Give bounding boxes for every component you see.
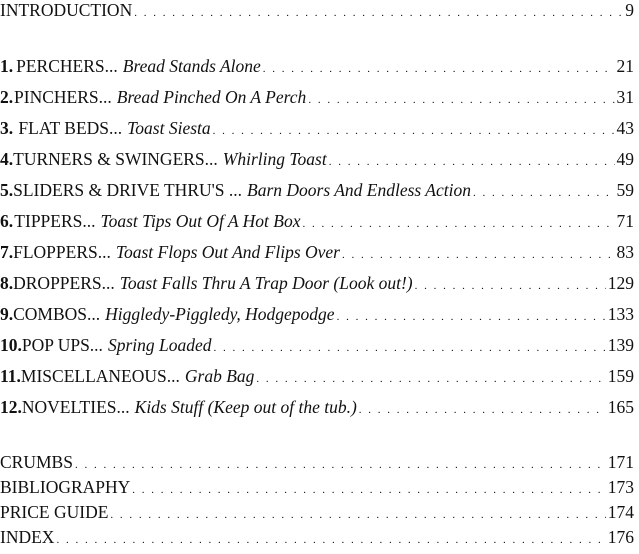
dot-leader	[303, 218, 615, 230]
chapter-subtitle: Bread Stands Alone	[122, 56, 261, 76]
toc-chapter-12[interactable]	[0, 397, 634, 421]
toc-entry-title: PRICE GUIDE	[0, 502, 109, 522]
chapter-title: FLAT BEDS...	[18, 118, 123, 138]
chapter-title: TIPPERS...	[14, 211, 96, 231]
toc-page-number: 49	[616, 149, 634, 169]
chapter-number: 9.	[0, 304, 14, 324]
toc-chapter-8[interactable]	[0, 273, 634, 297]
chapter-number: 10.	[0, 335, 22, 355]
toc-entry-bibliography[interactable]	[0, 477, 634, 501]
chapter-subtitle: Higgledy-Piggledy, Hodgepodge	[105, 304, 335, 324]
dot-leader	[214, 342, 606, 354]
toc-chapter-2[interactable]	[0, 87, 634, 111]
toc-chapter-5[interactable]	[0, 180, 634, 204]
chapter-subtitle: Bread Pinched On A Perch	[116, 87, 307, 107]
toc-page-number: 171	[607, 452, 634, 472]
toc-page-number: 129	[607, 273, 634, 293]
chapter-number: 4.	[0, 149, 14, 169]
chapter-subtitle: Toast Falls Thru A Trap Door (Look out!)	[119, 273, 413, 293]
dot-leader	[132, 484, 605, 496]
chapter-subtitle: Grab Bag	[184, 366, 255, 386]
toc-chapter-10[interactable]	[0, 335, 634, 359]
dot-leader	[415, 280, 606, 292]
toc-chapter-4[interactable]	[0, 149, 634, 173]
toc-chapter-7[interactable]	[0, 242, 634, 266]
chapter-subtitle: Toast Flops Out And Flips Over	[115, 242, 340, 262]
dot-leader	[256, 373, 605, 385]
chapter-title: COMBOS...	[13, 304, 101, 324]
toc-page-number: 21	[616, 56, 634, 76]
chapter-title: POP UPS...	[21, 335, 103, 355]
dot-leader	[473, 187, 615, 199]
toc-page-number: 59	[616, 180, 634, 200]
chapter-title: TURNERS & SWINGERS...	[13, 149, 218, 169]
toc-entry-title: INTRODUCTION	[0, 0, 133, 20]
chapter-subtitle: Toast Tips Out Of A Hot Box	[100, 211, 301, 231]
toc-entry-title: INDEX	[0, 527, 55, 547]
toc-chapter-1[interactable]	[0, 56, 634, 80]
dot-leader	[134, 7, 623, 19]
toc-entry-introduction[interactable]	[0, 0, 634, 24]
toc-page-number: 165	[607, 397, 634, 417]
toc-chapter-9[interactable]	[0, 304, 634, 328]
dot-leader	[56, 534, 605, 546]
dot-leader	[342, 249, 615, 261]
toc-entry-title: BIBLIOGRAPHY	[0, 477, 131, 497]
toc-entry-title: CRUMBS	[0, 452, 73, 472]
chapter-subtitle: Whirling Toast	[222, 149, 327, 169]
chapter-title: DROPPERS...	[13, 273, 115, 293]
chapter-subtitle: Toast Siesta	[127, 118, 211, 138]
toc-page-number: 83	[616, 242, 634, 262]
chapter-number: 3.	[0, 118, 14, 138]
chapter-title: PERCHERS...	[16, 56, 118, 76]
toc-chapter-11[interactable]	[0, 366, 634, 390]
toc-page-number: 174	[607, 502, 634, 522]
toc-chapter-6[interactable]	[0, 211, 634, 235]
chapter-number: 1.	[0, 56, 14, 76]
dot-leader	[308, 94, 614, 106]
chapter-title: FLOPPERS...	[13, 242, 111, 262]
chapter-number: 8.	[0, 273, 14, 293]
chapter-title: NOVELTIES...	[21, 397, 130, 417]
chapter-number: 6.	[0, 211, 14, 231]
toc-page-number: 176	[607, 527, 634, 547]
chapter-number: 11.	[0, 366, 21, 386]
toc-page-number: 139	[607, 335, 634, 355]
toc-page-number: 9	[625, 0, 634, 20]
chapter-title: PINCHERS...	[14, 87, 112, 107]
dot-leader	[213, 125, 615, 137]
dot-leader	[110, 509, 605, 521]
chapter-number: 12.	[0, 397, 22, 417]
chapter-number: 7.	[0, 242, 14, 262]
chapter-title: MISCELLANEOUS...	[20, 366, 180, 386]
chapter-subtitle: Kids Stuff (Keep out of the tub.)	[134, 397, 357, 417]
toc-chapter-3[interactable]	[0, 118, 634, 142]
toc-page-number: 173	[607, 477, 634, 497]
toc-page-number: 71	[616, 211, 634, 231]
dot-leader	[263, 63, 615, 75]
toc-entry-crumbs[interactable]	[0, 452, 634, 476]
chapter-title: SLIDERS & DRIVE THRU'S ...	[13, 180, 243, 200]
toc-entry-price-guide[interactable]	[0, 502, 634, 526]
dot-leader	[75, 459, 606, 471]
chapter-subtitle: Spring Loaded	[107, 335, 212, 355]
toc-entry-index[interactable]	[0, 527, 634, 551]
chapter-number: 5.	[0, 180, 14, 200]
dot-leader	[359, 404, 606, 416]
chapter-number: 2.	[0, 87, 14, 107]
dot-leader	[337, 311, 606, 323]
toc-page-number: 31	[616, 87, 634, 107]
dot-leader	[329, 156, 615, 168]
chapter-subtitle: Barn Doors And Endless Action	[247, 180, 471, 200]
toc-page-number: 159	[607, 366, 634, 386]
toc-page-number: 133	[607, 304, 634, 324]
toc-page-number: 43	[616, 118, 634, 138]
